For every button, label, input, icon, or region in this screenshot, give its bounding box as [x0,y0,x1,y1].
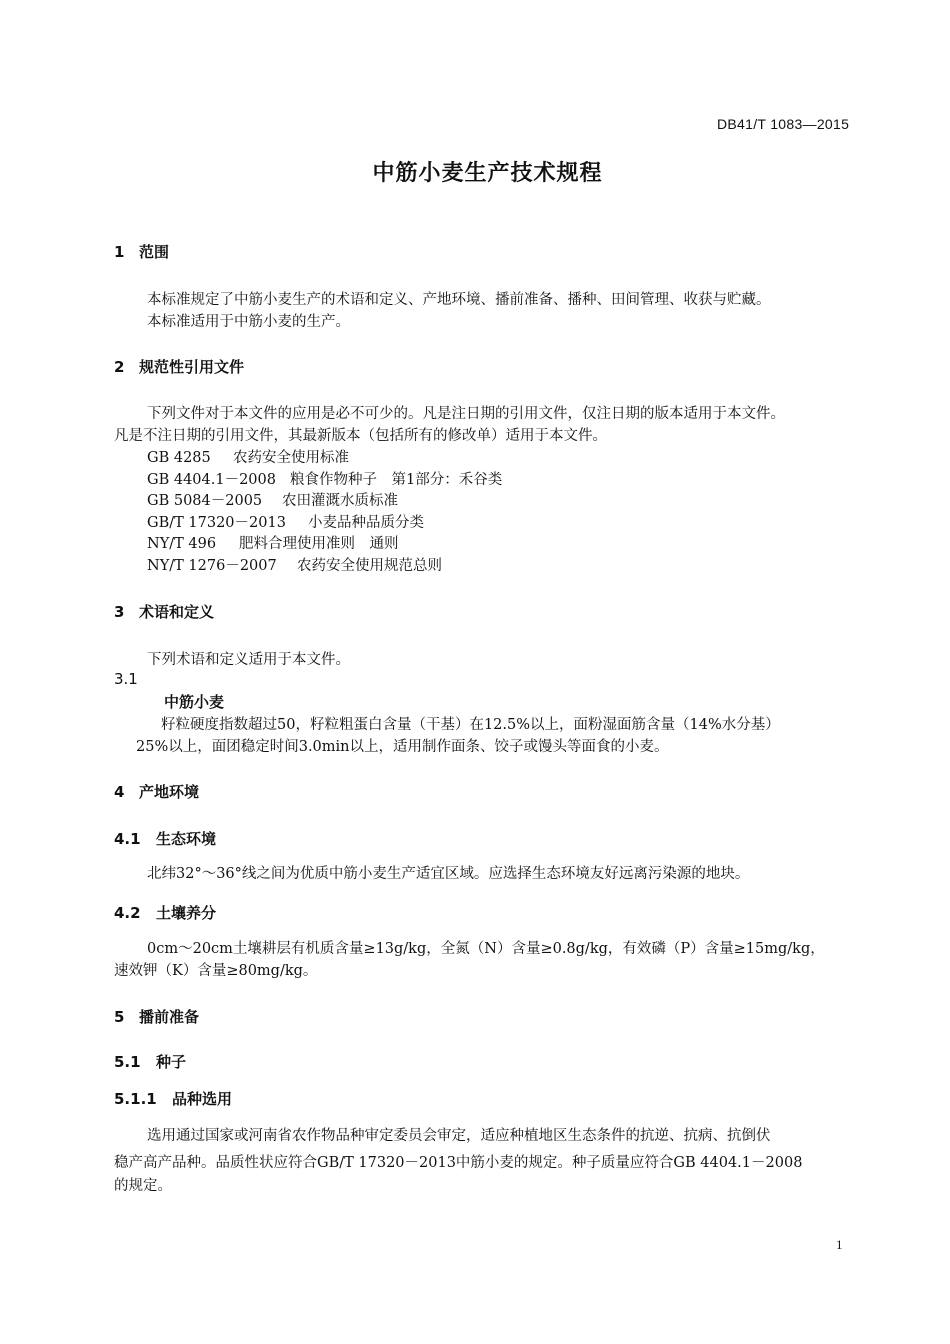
section-3-heading [114,601,214,622]
paragraph-line: 北纬32°～36°线之间为优质中筋小麦生产适宜区域。应选择生态环境友好远离污染源的地块。 [147,866,750,882]
section-number: 2 [114,358,125,376]
section-title: 规范性引用文件 [139,358,245,376]
reference-code: GB/T 17320－2013 [147,515,286,531]
reference-name: 农药安全使用标准 [233,450,349,466]
reference-code: NY/T 496 [147,536,217,552]
reference-code: GB 4285 [147,450,211,466]
paragraph-line: 本标准规定了中筋小麦生产的术语和定义、产地环境、播前准备、播种、田间管理、收获与贮藏。 [147,292,771,308]
section-title: 范围 [139,243,170,261]
section-title: 品种选用 [172,1090,233,1108]
section-5-heading [114,1006,199,1027]
section-number: 4.1 [114,830,141,848]
reference-name: 农田灌溉水质标准 [282,493,398,509]
section-title: 土壤养分 [156,904,217,922]
section-number: 5 [114,1008,125,1026]
paragraph-line: 下列文件对于本文件的应用是必不可少的。凡是注日期的引用文件，仅注日期的版本适用于本文件。 [147,406,785,422]
paragraph-line: 下列术语和定义适用于本文件。 [147,652,350,668]
page-number: 1 [836,1237,843,1252]
reference-code: GB 5084－2005 [147,493,263,509]
reference-item [147,468,502,489]
paragraph-line: 本标准适用于中筋小麦的生产。 [147,314,350,330]
section-number: 3 [114,603,125,621]
reference-name: 肥料合理使用准则 通则 [239,536,399,552]
paragraph-line: 选用通过国家或河南省农作物品种审定委员会审定，适应种植地区生态条件的抗逆、抗病、抗倒伏 [147,1128,771,1144]
paragraph-line: 的规定。 [114,1178,172,1194]
reference-name: 小麦品种品质分类 [308,515,424,531]
document-code: DB41/T 1083—2015 [717,116,850,132]
subsection-5-1-1-heading [114,1088,232,1109]
subsection-4-1-heading [114,828,216,849]
section-2-heading [114,356,244,377]
section-number: 4 [114,783,125,801]
document-title: 中筋小麦生产技术规程 [372,161,603,186]
section-title: 生态环境 [156,830,217,848]
section-4-heading [114,781,199,802]
paragraph-line: 籽粒硬度指数超过50，籽粒粗蛋白含量（干基）在12.5%以上，面粉湿面筋含量（14%水分基） [161,717,780,733]
section-number: 5.1.1 [114,1090,157,1108]
section-number: 5.1 [114,1053,141,1071]
reference-code: GB 4404.1－2008 [147,472,276,488]
reference-code: NY/T 1276－2007 [147,558,277,574]
section-number: 4.2 [114,904,141,922]
reference-item [147,511,424,532]
reference-name: 粮食作物种子 第1部分：禾谷类 [290,472,503,488]
reference-item [147,446,349,467]
section-number: 1 [114,243,125,261]
reference-name: 农药安全使用规范总则 [297,558,442,574]
subsection-4-2-heading [114,902,216,923]
paragraph-line: 稳产高产品种。品质性状应符合GB/T 17320－2013中筋小麦的规定。种子质量应符合GB 4404.1－2008 [114,1155,803,1171]
section-title: 产地环境 [139,783,200,801]
term-title: 中筋小麦 [164,693,225,711]
paragraph-line: 速效钾（K）含量≥80mg/kg。 [114,963,318,979]
subsection-3-1-number: 3.1 [114,670,138,688]
reference-item [147,554,442,575]
section-title: 术语和定义 [139,603,215,621]
reference-item [147,532,399,553]
subsection-5-1-heading [114,1051,186,1072]
paragraph-line: 25%以上，面团稳定时间3.0min以上，适用制作面条、饺子或馒头等面食的小麦。 [136,739,669,755]
paragraph-line: 凡是不注日期的引用文件，其最新版本（包括所有的修改单）适用于本文件。 [114,428,607,444]
paragraph-line: 0cm～20cm土壤耕层有机质含量≥13g/kg，全氮（N）含量≥0.8g/kg，有效磷（P）含量≥15mg/kg， [147,941,825,957]
section-1-heading [114,241,169,262]
reference-item [147,489,398,510]
section-title: 种子 [156,1053,187,1071]
section-title: 播前准备 [139,1008,200,1026]
